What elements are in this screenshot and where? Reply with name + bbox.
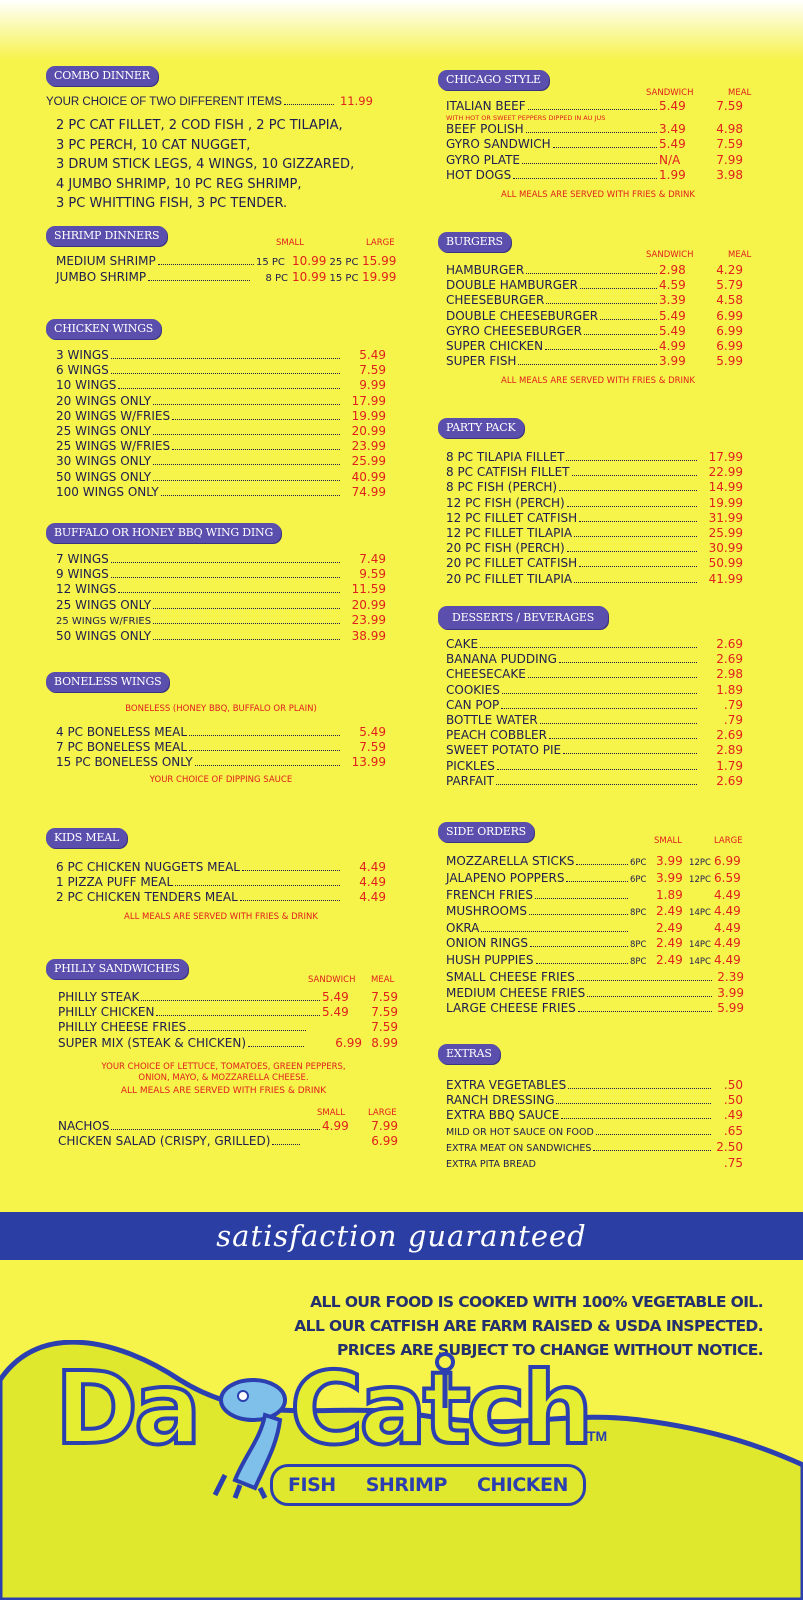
chicago-sub: WITH HOT OR SWEET PEPPERS DIPPED IN AU JUS — [446, 114, 606, 123]
menu-row: CHEESECAKE 2.98 — [446, 667, 743, 682]
philly-header: PHILLY SANDWICHES — [46, 959, 188, 979]
menu-row: CAKE 2.69 — [446, 637, 743, 651]
logo — [55, 1350, 655, 1520]
menu-row: PARFAIT 2.69 — [446, 773, 743, 788]
menu-row: 1 PIZZA PUFF MEAL 4.49 — [56, 875, 386, 890]
extras-list — [438, 1078, 743, 1172]
philly-note: YOUR CHOICE OF LETTUCE, TOMATOES, GREEN PEPPERS, ONION, MAYO, & MOZZARELLA CHEESE. ALL MEALS ARE SERVED WITH FRIES & DRINK — [101, 1062, 346, 1096]
menu-row: CHICKEN SALAD (CRISPY, GRILLED) 6.99 — [58, 1134, 398, 1149]
menu-row: OKRA 2.49 4.49 — [446, 920, 741, 935]
menu-row: RANCH DRESSING .50 — [446, 1093, 743, 1108]
menu-row: MOZZARELLA STICKS 6PC 3.99 12PC 6.99 — [446, 854, 741, 868]
menu-row: BANANA PUDDING 2.69 — [446, 652, 743, 667]
menu-row: 20 PC FILLET CATFISH 50.99 — [446, 556, 743, 571]
combo-item: 4 JUMBO SHRIMP, 10 PC REG SHRIMP, — [56, 176, 302, 192]
combo-header: COMBO DINNER — [46, 66, 158, 86]
burgers-note: ALL MEALS ARE SERVED WITH FRIES & DRINK — [501, 376, 695, 386]
menu-row: 3 WINGS 5.49 — [56, 348, 386, 362]
menu-row: NACHOS 4.99 7.99 — [58, 1119, 398, 1133]
menu-row: 100 WINGS ONLY 74.99 — [56, 484, 386, 499]
chicago-section: CHICAGO STYLE SANDWICH MEAL ITALIAN BEEF 5.49 7.59 WITH HOT OR SWEET PEPPERS DIPPED IN AU JUS BEEF POLISH 3.49 4.98 GYRO SANDWICH 5.49 7.59 GYRO PLATE N/A 7.99 HOT DOGS 1.99 3.98 ALL MEALS ARE SERVED WITH FRIES & DRINK — [438, 68, 758, 208]
menu-row: 25 WINGS ONLY 20.99 — [56, 424, 386, 439]
menu-row: 8 PC CATFISH FILLET 22.99 — [446, 465, 743, 480]
kids-section — [46, 826, 396, 923]
menu-row: 12 WINGS 11.59 — [56, 582, 386, 597]
combo-item: 3 PC WHITTING FISH, 3 PC TENDER. — [56, 196, 288, 212]
shrimp-header: SHRIMP DINNERS — [46, 226, 167, 246]
menu-row: 12 PC FISH (PERCH) 19.99 — [446, 495, 743, 510]
menu-row: 8 PC FISH (PERCH) 14.99 — [446, 480, 743, 495]
sides-section: SIDE ORDERS SMALL LARGE MOZZARELLA STICKS 6PC 3.99 12PC 6.99 JALAPENO POPPERS 6PC 3.99 12PC 6.59 FRENCH FRIES 1.89 4.49 MUSHROOMS 8PC 2.49 14PC 4.49 OKRA 2.49 4.49 ONION RINGS 8PC 2.49 14PC 4.49 HUSH PUPPIES 8PC 2.49 14PC 4.49 SMALL CHEESE FRIES 2.39 MEDIUM CHEESE FRIES 3.99 LARGE CHEESE FRIES 5.99 — [438, 820, 768, 1030]
banner-text: satisfaction guaranteed — [216, 1219, 587, 1253]
menu-row: DOUBLE CHEESEBURGER 5.49 6.99 — [446, 308, 743, 323]
menu-row: 25 WINGS W/FRIES 23.99 — [56, 612, 386, 627]
menu-row: 30 WINGS ONLY 25.99 — [56, 454, 386, 469]
buffalo-section — [46, 521, 396, 644]
burgers-list — [446, 263, 743, 369]
philly-section: PHILLY SANDWICHES SANDWICH MEAL PHILLY STEAK 5.49 7.59 PHILLY CHICKEN 5.49 7.59 PHILLY CHEESE FRIES 7.59 SUPER MIX (STEAK & CHICKEN) 6.99 8.99 YOUR CHOICE OF LETTUCE, TOMATOES, GREEN PEPPERS, ONION, MAYO, & MOZZARELLA CHEESE. ALL MEALS ARE SERVED WITH FRIES & DRINK SMALL LARGE NACHOS 4.99 7.99 CHICKEN SALAD (CRISPY, GRILLED) 6.99 — [46, 957, 401, 1157]
chicago-header: CHICAGO STYLE — [438, 70, 549, 90]
anchor-icon — [415, 1350, 475, 1410]
kids-list — [46, 860, 386, 906]
desserts-section — [438, 606, 758, 789]
boneless-section — [46, 670, 396, 786]
menu-row: 20 PC FISH (PERCH) 30.99 — [446, 541, 743, 556]
menu-row: LARGE CHEESE FRIES 5.99 — [446, 1000, 744, 1015]
menu-row: GYRO PLATE N/A 7.99 — [446, 152, 743, 167]
kids-note: ALL MEALS ARE SERVED WITH FRIES & DRINK — [124, 911, 318, 922]
logo-word-da: Da — [55, 1350, 198, 1467]
philly-list — [58, 990, 398, 1051]
tagline-shrimp: SHRIMP — [365, 1474, 447, 1496]
desserts-header: DESSERTS / BEVERAGES — [438, 606, 608, 629]
menu-row: MUSHROOMS 8PC 2.49 14PC 4.49 — [446, 903, 741, 918]
buffalo-list — [46, 552, 386, 644]
top-fade — [0, 0, 803, 60]
menu-row: EXTRA PITA BREAD .75 — [446, 1156, 743, 1171]
menu-row: 20 WINGS W/FRIES 19.99 — [56, 408, 386, 423]
combo-section — [46, 64, 386, 214]
extras-section — [438, 1042, 758, 1172]
menu-row: SUPER FISH 3.99 5.99 — [446, 354, 743, 369]
menu-row: PHILLY CHICKEN 5.49 7.59 — [58, 1005, 398, 1020]
tagline-fish: FISH — [288, 1474, 336, 1496]
philly-extra-list — [58, 1119, 398, 1149]
extras-header: EXTRAS — [438, 1044, 500, 1064]
menu-row: CHEESEBURGER 3.39 4.58 — [446, 293, 743, 308]
burgers-section: BURGERS SANDWICH MEAL HAMBURGER 2.98 4.29 DOUBLE HAMBURGER 4.59 5.79 CHEESEBURGER 3.39 4.58 DOUBLE CHEESEBURGER 5.49 6.99 GYRO CHEESEBURGER 5.49 6.99 SUPER CHICKEN 4.99 6.99 SUPER FISH 3.99 5.99 ALL MEALS ARE SERVED WITH FRIES & DRINK — [438, 230, 758, 390]
menu-row: 7 WINGS 7.49 — [56, 552, 386, 566]
menu-row: 12 PC FILLET CATFISH 31.99 — [446, 510, 743, 525]
menu-row: 25 WINGS ONLY 20.99 — [56, 597, 386, 612]
menu-row: 9 WINGS 9.59 — [56, 567, 386, 582]
menu-row: COOKIES 1.89 — [446, 682, 743, 697]
menu-row: GYRO CHEESEBURGER 5.49 6.99 — [446, 323, 743, 338]
menu-row: 20 PC FILLET TILAPIA 41.99 — [446, 571, 743, 586]
menu-row: 15 PC BONELESS ONLY 13.99 — [56, 755, 386, 770]
menu-row: SMALL CHEESE FRIES 2.39 — [446, 970, 744, 985]
shrimp-row: MEDIUM SHRIMP 15 PC 10.99 25 PC 15.99 — [56, 254, 397, 268]
satisfaction-banner — [0, 1212, 803, 1260]
menu-row: 2 PC CHICKEN TENDERS MEAL 4.49 — [56, 890, 386, 905]
party-header: PARTY PACK — [438, 418, 524, 438]
menu-row: FRENCH FRIES 1.89 4.49 — [446, 888, 741, 903]
burgers-header: BURGERS — [438, 232, 511, 252]
boneless-note-bottom: YOUR CHOICE OF DIPPING SAUCE — [149, 774, 293, 785]
menu-row: JALAPENO POPPERS 6PC 3.99 12PC 6.59 — [446, 871, 741, 886]
menu-row: PICKLES 1.79 — [446, 758, 743, 773]
boneless-header: BONELESS WINGS — [46, 672, 169, 692]
menu-row: BEEF POLISH 3.49 4.98 — [446, 122, 743, 137]
shrimp-row: JUMBO SHRIMP 8 PC 10.99 15 PC 19.99 — [56, 270, 397, 285]
disclaimer-line: ALL OUR CATFISH ARE FARM RAISED & USDA INSPECTED. — [294, 1317, 763, 1335]
menu-row: HUSH PUPPIES 8PC 2.49 14PC 4.49 — [446, 953, 741, 968]
menu-row: GYRO SANDWICH 5.49 7.59 — [446, 137, 743, 152]
menu-row: 7 PC BONELESS MEAL 7.59 — [56, 740, 386, 755]
wings-header: CHICKEN WINGS — [46, 319, 161, 339]
menu-row: 4 PC BONELESS MEAL 5.49 — [56, 725, 386, 739]
menu-row: EXTRA BBQ SAUCE .49 — [446, 1108, 743, 1123]
menu-row: EXTRA VEGETABLES .50 — [446, 1078, 743, 1092]
chicago-list — [446, 99, 743, 183]
chicago-note: ALL MEALS ARE SERVED WITH FRIES & DRINK — [501, 190, 695, 200]
menu-row: HAMBURGER 2.98 4.29 — [446, 263, 743, 277]
menu-row: EXTRA MEAT ON SANDWICHES 2.50 — [446, 1139, 743, 1154]
boneless-note: BONELESS (HONEY BBQ, BUFFALO OR PLAIN) — [125, 704, 317, 714]
shrimp-section: SHRIMP DINNERS SMALL LARGE MEDIUM SHRIMP 15 PC 10.99 25 PC 15.99 JUMBO SHRIMP 8 PC 10.99 15 PC 19.99 — [46, 224, 396, 294]
boneless-list — [46, 725, 386, 771]
kids-header: KIDS MEAL — [46, 828, 127, 848]
menu-row: MILD OR HOT SAUCE ON FOOD .65 — [446, 1123, 743, 1138]
menu-row: 8 PC TILAPIA FILLET 17.99 — [446, 450, 743, 464]
menu-row: 6 WINGS 7.59 — [56, 363, 386, 378]
wings-list — [46, 348, 386, 500]
wings-section — [46, 317, 396, 500]
tagline-chicken: CHICKEN — [476, 1474, 568, 1496]
buffalo-header: BUFFALO OR HONEY BBQ WING DING — [46, 523, 281, 543]
combo-item: 3 DRUM STICK LEGS, 4 WINGS, 10 GIZZARED, — [56, 157, 355, 173]
menu-row: 12 PC FILLET TILAPIA 25.99 — [446, 526, 743, 541]
combo-line: YOUR CHOICE OF TWO DIFFERENT ITEMS 11.99 — [46, 94, 373, 108]
logo-word-catch: Catch — [290, 1350, 590, 1467]
menu-row: MEDIUM CHEESE FRIES 3.99 — [446, 985, 744, 1000]
menu-row: CAN POP .79 — [446, 697, 743, 712]
disclaimer-line: PRICES ARE SUBJECT TO CHANGE WITHOUT NOTICE. — [336, 1341, 763, 1359]
menu-row: SUPER MIX (STEAK & CHICKEN) 6.99 8.99 — [58, 1035, 398, 1050]
menu-row: PHILLY STEAK 5.49 7.59 — [58, 990, 398, 1004]
desserts-list — [438, 637, 743, 789]
menu-row: SWEET POTATO PIE 2.89 — [446, 743, 743, 758]
menu-row: PEACH COBBLER 2.69 — [446, 728, 743, 743]
logo-tagline — [270, 1464, 586, 1506]
party-section — [438, 416, 758, 587]
menu-row: ITALIAN BEEF 5.49 7.59 — [446, 99, 743, 113]
menu-row: 20 WINGS ONLY 17.99 — [56, 393, 386, 408]
sides-list — [446, 854, 744, 1016]
menu-row: PHILLY CHEESE FRIES 7.59 — [58, 1020, 398, 1035]
combo-item: 3 PC PERCH, 10 CAT NUGGET, — [56, 137, 251, 153]
menu-row: HOT DOGS 1.99 3.98 — [446, 167, 743, 182]
menu-row: 25 WINGS W/FRIES 23.99 — [56, 439, 386, 454]
menu-row: 50 WINGS ONLY 38.99 — [56, 629, 386, 644]
combo-item: 2 PC CAT FILLET, 2 COD FISH , 2 PC TILAPIA, — [56, 118, 343, 134]
menu-row: SUPER CHICKEN 4.99 6.99 — [446, 339, 743, 354]
menu-row: DOUBLE HAMBURGER 4.59 5.79 — [446, 278, 743, 293]
party-list — [438, 450, 743, 587]
menu-row: 6 PC CHICKEN NUGGETS MEAL 4.49 — [56, 860, 386, 874]
disclaimer-line: ALL OUR FOOD IS COOKED WITH 100% VEGETABLE OIL. — [310, 1293, 763, 1311]
menu-row: 50 WINGS ONLY 40.99 — [56, 469, 386, 484]
sides-header: SIDE ORDERS — [438, 822, 534, 842]
menu-row: BOTTLE WATER .79 — [446, 713, 743, 728]
menu-row: ONION RINGS 8PC 2.49 14PC 4.49 — [446, 936, 741, 951]
logo-tm: TM — [587, 1428, 608, 1444]
combo-items — [46, 116, 386, 214]
menu-row: 10 WINGS 9.99 — [56, 378, 386, 393]
